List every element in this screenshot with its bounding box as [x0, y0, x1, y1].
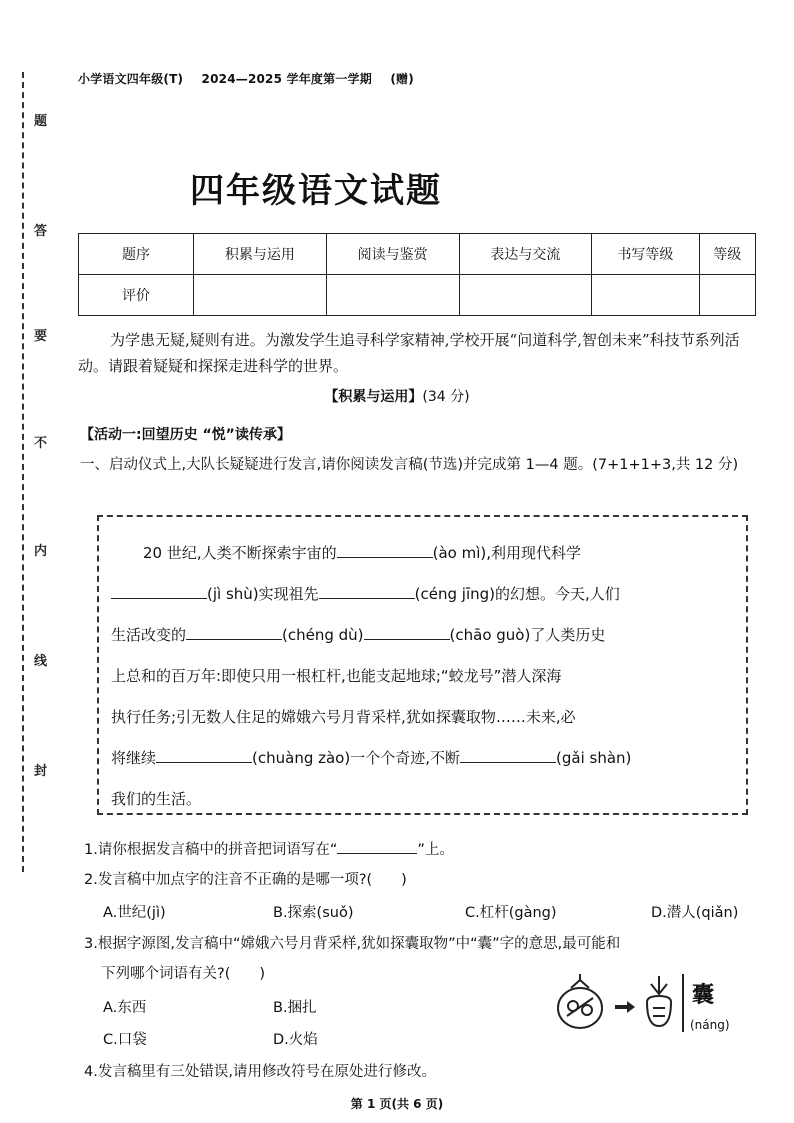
- score-entry-cell[interactable]: [194, 275, 327, 316]
- speech-passage-text: [111, 533, 746, 820]
- score-table-eval-row: [79, 275, 756, 316]
- header-tag: (赠): [390, 72, 414, 86]
- margin-label: 线: [34, 654, 48, 669]
- page-header: [78, 70, 428, 87]
- activity-heading: 【活动一:回望历史 “悦”读传承】: [80, 427, 291, 443]
- option-c[interactable]: C.杠杆(gàng): [465, 905, 557, 921]
- option-d[interactable]: D.潜人(qiǎn): [651, 905, 739, 921]
- intro-paragraph: 为学患无疑,疑则有进。为激发学生追寻科学家精神,学校开展“问道科学,智创未来”科技节系列活动。请跟着疑疑和探探走进科学的世界。: [78, 331, 740, 375]
- binding-dashed-line: [22, 72, 24, 872]
- option-a[interactable]: A.东西: [103, 1000, 147, 1016]
- option-b[interactable]: B.探索(suǒ): [273, 905, 354, 921]
- table-cell: 表达与交流: [459, 234, 592, 275]
- answer-blank[interactable]: [337, 539, 433, 558]
- passage-line: 生活改变的 (chéng dù) (chāo guò)了人类历史: [111, 615, 746, 656]
- score-entry-cell[interactable]: [326, 275, 459, 316]
- option-d[interactable]: D.火焰: [273, 1032, 318, 1048]
- option-a[interactable]: A.世纪(jì): [103, 905, 166, 921]
- score-entry-cell[interactable]: [699, 275, 755, 316]
- section-points: (34 分): [422, 389, 470, 405]
- passage-line: 20 世纪,人类不断探索宇宙的 (ào mì),利用现代科学: [111, 533, 746, 574]
- margin-label: 封: [34, 764, 48, 779]
- glyph-character: 囊: [692, 983, 715, 1008]
- passage-line: (jì shù)实现祖先 (céng jīng)的幻想。今天,人们: [111, 574, 746, 615]
- table-cell: 阅读与鉴赏: [326, 234, 459, 275]
- score-table: [78, 233, 756, 316]
- margin-label: 题: [34, 114, 48, 129]
- page-title: 四年级语文试题: [190, 171, 442, 211]
- ancient-bag-glyph-icon: [558, 974, 602, 1028]
- table-cell: 评价: [79, 275, 194, 316]
- option-c[interactable]: C.口袋: [103, 1032, 147, 1048]
- margin-label: 要: [34, 329, 48, 344]
- passage-line: 上总和的百万年:即使只用一根杠杆,也能支起地球;“蛟龙号”潜人深海: [111, 667, 562, 685]
- question-2: 2.发言稿中加点字的注音不正确的是哪一项?( ): [84, 872, 407, 888]
- answer-blank[interactable]: [186, 621, 282, 640]
- section-name: 【积累与运用】: [324, 389, 423, 405]
- page-footer: 第 1 页(共 6 页): [350, 1097, 444, 1111]
- table-cell: 书写等级: [592, 234, 699, 275]
- example-blank: [337, 839, 417, 854]
- question-group-intro: 一、启动仪式上,大队长疑疑进行发言,请你阅读发言稿(节选)并完成第 1—4 题。(7+1+1+3,共 12 分): [80, 457, 739, 473]
- question-3-line1: 3.根据字源图,发言稿中“嫦娥六号月背采样,犹如探囊取物”中“囊”字的意思,最可能和: [84, 936, 621, 952]
- glyph-pinyin: (náng): [690, 1018, 730, 1032]
- answer-blank[interactable]: [156, 744, 252, 763]
- header-year: 2024—2025 学年度第一学期: [201, 72, 372, 86]
- margin-label: 答: [34, 224, 48, 239]
- score-entry-cell[interactable]: [592, 275, 699, 316]
- header-subject: 小学语文四年级(T): [78, 72, 184, 86]
- answer-blank[interactable]: [111, 580, 207, 599]
- table-cell: 等级: [699, 234, 755, 275]
- margin-label: 不: [34, 436, 48, 451]
- answer-blank[interactable]: [460, 744, 556, 763]
- answer-blank[interactable]: [364, 621, 450, 640]
- passage-line: 将继续 (chuàng zào)一个个奇迹,不断 (gǎi shàn): [111, 738, 746, 779]
- passage-line: 我们的生活。: [111, 790, 202, 808]
- table-cell: 题序: [79, 234, 194, 275]
- option-b[interactable]: B.捆扎: [273, 1000, 317, 1016]
- question-3-line2: 下列哪个词语有关?( ): [101, 966, 266, 982]
- passage-line: 执行任务;引无数人住足的嫦娥六号月背采样,犹如探囊取物……未来,必: [111, 708, 576, 726]
- arrow-right-icon: [615, 1001, 635, 1013]
- answer-blank[interactable]: [319, 580, 415, 599]
- table-cell: 积累与运用: [194, 234, 327, 275]
- question-4: 4.发言稿里有三处错误,请用修改符号在原处进行修改。: [84, 1064, 436, 1080]
- score-table-header-row: [79, 234, 756, 275]
- margin-label: 内: [34, 544, 48, 559]
- score-entry-cell[interactable]: [459, 275, 592, 316]
- seal-script-bag-glyph-icon: [647, 976, 671, 1026]
- speech-passage-box: [97, 515, 748, 815]
- section-title: [0, 386, 794, 406]
- question-1: 1.请你根据发言稿中的拼音把词语写在“ ”上。: [84, 838, 454, 859]
